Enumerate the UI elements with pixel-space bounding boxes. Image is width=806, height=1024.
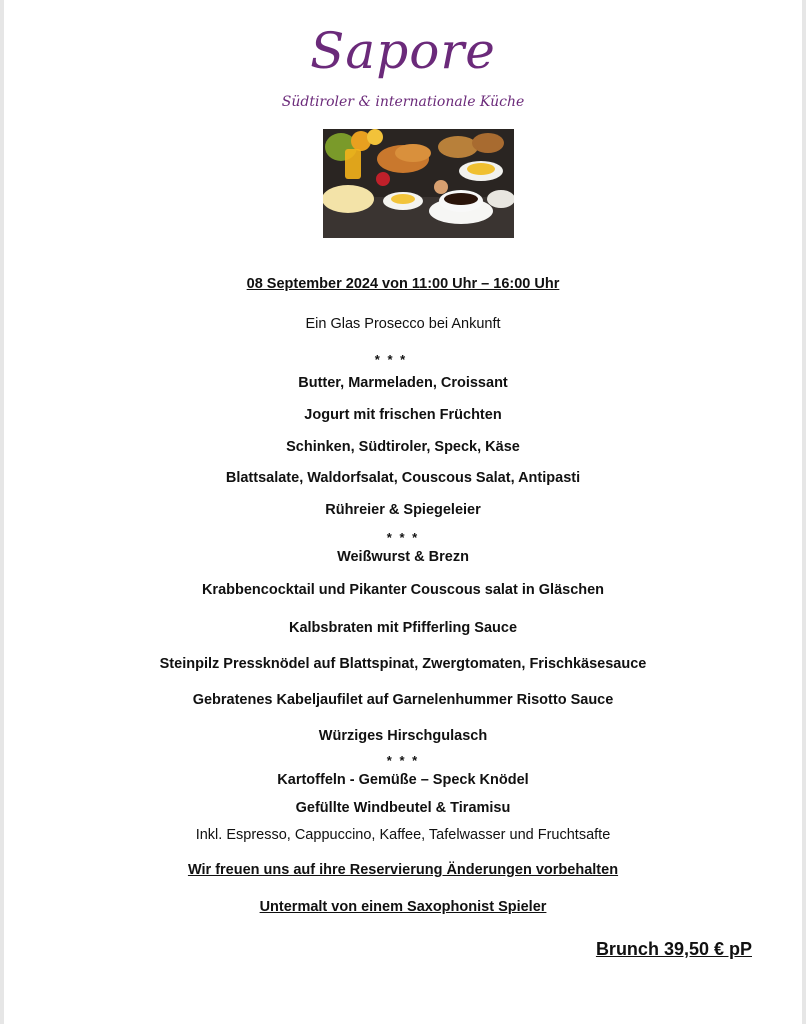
breakfast-photo [323,129,514,238]
included-drinks: Inkl. Espresso, Cappuccino, Kaffee, Tafelwasser und Fruchtsafte [195,827,611,843]
welcome-drink: Ein Glas Prosecco bei Ankunft [305,316,501,332]
menu-item: Jogurt mit frischen Früchten [304,407,502,423]
menu-item: Würziges Hirschgulasch [318,728,488,744]
brand-tagline: Südtiroler & internationale Küche [281,94,525,110]
brunch-price: Brunch 39,50 € pP [595,939,752,959]
menu-item: Weißwurst & Brezn [337,549,469,565]
event-date: 08 September 2024 von 11:00 Uhr – 16:00 Uhr [246,276,560,292]
reservation-note: Wir freuen uns auf ihre Reservierung Änderungen vorbehalten [187,862,619,878]
separator-1: * * * [374,352,408,367]
brand-logo: Sapore [310,22,496,80]
menu-item: Schinken, Südtiroler, Speck, Käse [286,439,520,455]
menu-item: Gefüllte Windbeutel & Tiramisu [295,800,511,816]
menu-item: Gebratenes Kabeljaufilet auf Garnelenhummer Risotto Sauce [192,692,614,708]
separator-2: * * * [386,530,420,545]
menu-item: Steinpilz Pressknödel auf Blattspinat, Zwergtomaten, Frischkäsesauce [159,656,647,672]
menu-item: Rühreier & Spiegeleier [325,502,481,518]
menu-item: Butter, Marmeladen, Croissant [298,375,508,391]
menu-item: Blattsalate, Waldorfsalat, Couscous Salat, Antipasti [225,470,581,486]
separator-3: * * * [386,753,420,768]
menu-item: Krabbencocktail und Pikanter Couscous salat in Gläschen [201,582,605,598]
menu-item: Kartoffeln - Gemüße – Speck Knödel [277,772,529,788]
music-note: Untermalt von einem Saxophonist Spieler [259,899,547,915]
menu-item: Kalbsbraten mit Pfifferling Sauce [288,620,518,636]
